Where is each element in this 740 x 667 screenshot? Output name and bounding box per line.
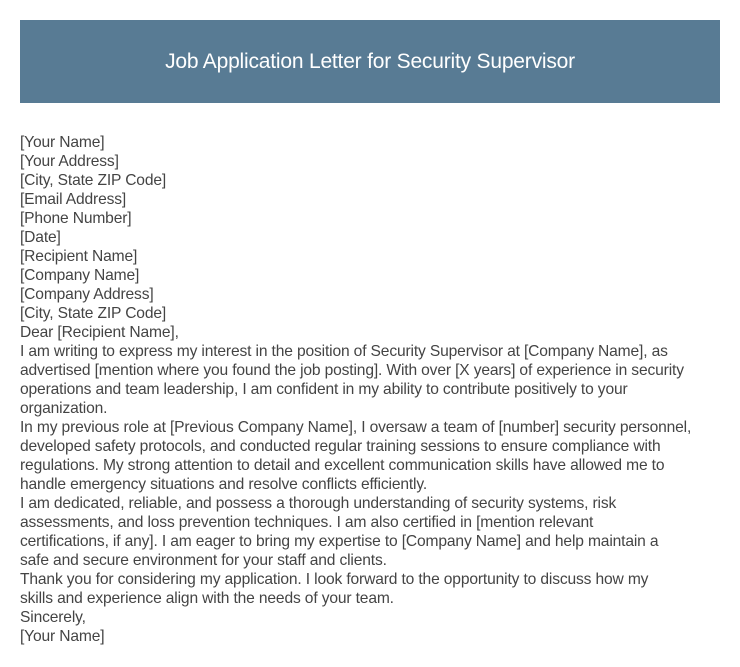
page-title: Job Application Letter for Security Supervisor <box>165 49 575 73</box>
recipient-address: [Company Address] <box>20 286 154 303</box>
paragraph-experience <box>20 418 730 494</box>
paragraph-line: skills and experience align with the needs of your team. <box>20 590 394 607</box>
sender-email: [Email Address] <box>20 191 127 208</box>
paragraph-line: I am writing to express my interest in the position of Security Supervisor at [Company Name], as <box>20 343 668 360</box>
paragraph-qualifications <box>20 494 730 570</box>
paragraph-line: operations and team leadership, I am confident in my ability to contribute positively to your <box>20 381 628 398</box>
paragraph-line: developed safety protocols, and conducted regular training sessions to ensure compliance with <box>20 438 661 455</box>
paragraph-line: Thank you for considering my application. I look forward to the opportunity to discuss how my <box>20 571 649 588</box>
recipient-company: [Company Name] <box>20 267 140 284</box>
paragraph-line: I am dedicated, reliable, and possess a thorough understanding of security systems, risk <box>20 495 617 512</box>
recipient-city: [City, State ZIP Code] <box>20 305 167 322</box>
recipient-name: [Recipient Name] <box>20 248 138 265</box>
paragraph-closing <box>20 570 730 608</box>
paragraph-line: assessments, and loss prevention techniques. I am also certified in [mention relevant <box>20 514 594 531</box>
letter-date: [Date] <box>20 229 61 246</box>
recipient-block <box>20 247 730 323</box>
sender-name: [Your Name] <box>20 134 105 151</box>
paragraph-line: safe and secure environment for your staff and clients. <box>20 552 387 569</box>
paragraph-line: handle emergency situations and resolve conflicts efficiently. <box>20 476 428 493</box>
sender-city: [City, State ZIP Code] <box>20 172 167 189</box>
sender-address: [Your Address] <box>20 153 119 170</box>
letter-body <box>20 133 730 646</box>
salutation: Dear [Recipient Name], <box>20 324 179 341</box>
paragraph-line: advertised [mention where you found the job posting]. With over [X years] of experience in security <box>20 362 684 379</box>
sender-phone: [Phone Number] <box>20 210 132 227</box>
signature: [Your Name] <box>20 628 105 645</box>
paragraph-intro <box>20 342 730 418</box>
paragraph-line: In my previous role at [Previous Company Name], I oversaw a team of [number] security personnel, <box>20 419 692 436</box>
sender-block <box>20 133 730 247</box>
paragraph-line: regulations. My strong attention to detail and excellent communication skills have allowed me to <box>20 457 665 474</box>
paragraph-line: certifications, if any]. I am eager to bring my expertise to [Company Name] and help maintain a <box>20 533 659 550</box>
closing: Sincerely, <box>20 609 86 626</box>
paragraph-line: organization. <box>20 400 108 417</box>
title-banner <box>20 20 720 103</box>
